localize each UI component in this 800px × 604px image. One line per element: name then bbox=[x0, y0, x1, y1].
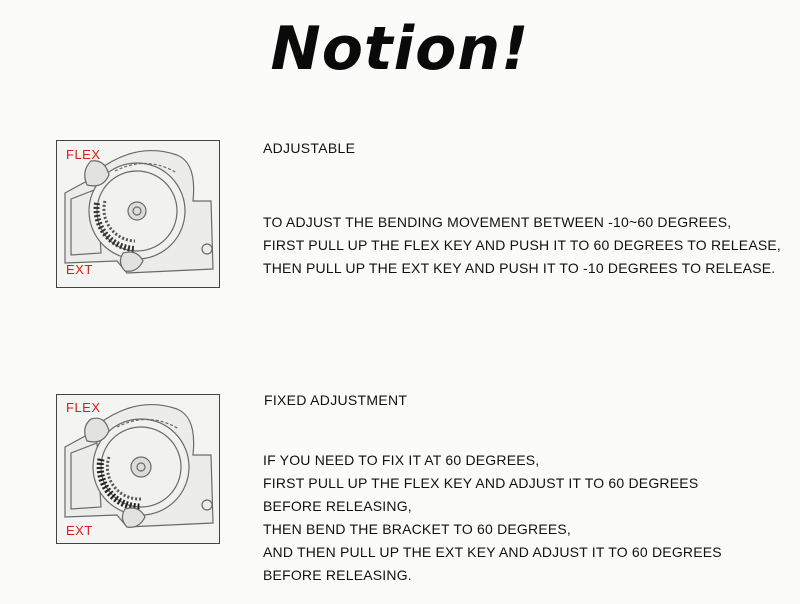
body-line: THEN BEND THE BRACKET TO 60 DEGREES, bbox=[263, 521, 572, 537]
page-title: Notion! bbox=[270, 14, 530, 84]
body-line: TO ADJUST THE BENDING MOVEMENT BETWEEN -10~60 DEGREES, bbox=[263, 214, 732, 230]
flex-label: FLEX bbox=[66, 400, 101, 415]
body-line: FIRST PULL UP THE FLEX KEY AND PUSH IT TO 60 DEGREES TO RELEASE, bbox=[263, 237, 782, 253]
body-line: IF YOU NEED TO FIX IT AT 60 DEGREES, bbox=[263, 452, 540, 468]
ext-label: EXT bbox=[66, 523, 93, 538]
body-line: FIRST PULL UP THE FLEX KEY AND ADJUST IT TO 60 DEGREES bbox=[263, 475, 699, 491]
hinge-illustration-adjustable bbox=[56, 140, 220, 288]
body-line: BEFORE RELEASING, bbox=[263, 498, 412, 514]
section-body-fixed bbox=[263, 449, 722, 587]
body-line: BEFORE RELEASING. bbox=[263, 567, 412, 583]
section-heading-adjustable: ADJUSTABLE bbox=[263, 140, 356, 156]
section-body-adjustable bbox=[263, 211, 781, 280]
hinge-bracket-sketch-icon bbox=[57, 395, 219, 543]
body-line: AND THEN PULL UP THE EXT KEY AND ADJUST IT TO 60 DEGREES bbox=[263, 544, 722, 560]
ext-label: EXT bbox=[66, 262, 93, 277]
section-heading-fixed: FIXED ADJUSTMENT bbox=[264, 392, 408, 408]
body-line: THEN PULL UP THE EXT KEY AND PUSH IT TO -10 DEGREES TO RELEASE. bbox=[263, 260, 776, 276]
flex-label: FLEX bbox=[66, 147, 101, 162]
hinge-illustration-fixed bbox=[56, 394, 220, 544]
